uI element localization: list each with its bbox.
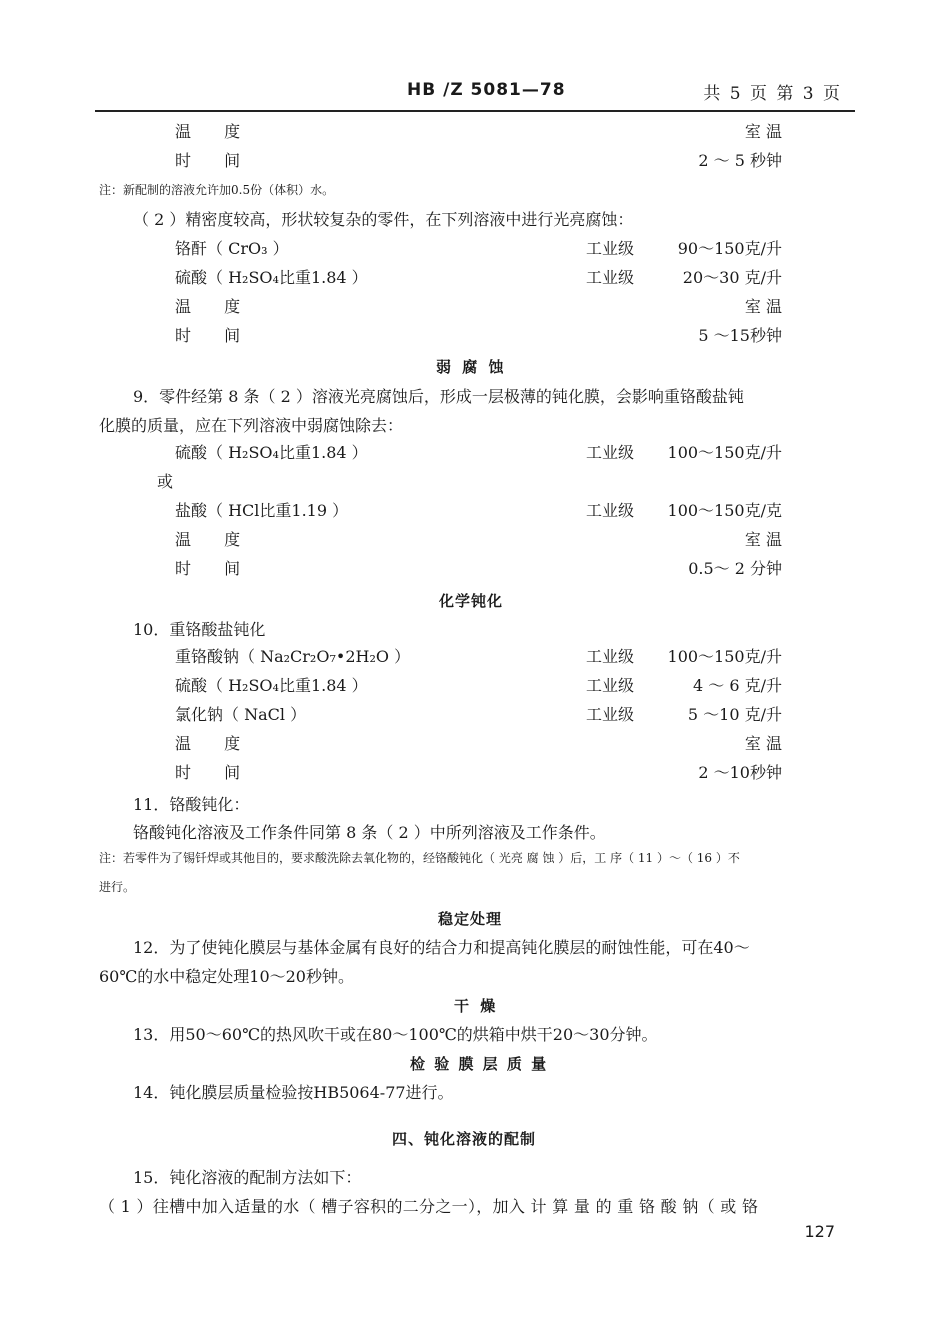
- section-title-drying: 干 燥: [454, 997, 499, 1015]
- paragraph-9-line2: 化膜的质量，应在下列溶液中弱腐蚀除去：: [99, 416, 404, 435]
- solution-grade: 工业级: [586, 501, 635, 520]
- section-title-weak-etch: 弱 腐 蚀: [436, 358, 507, 376]
- section-title-stabilization: 稳定处理: [438, 910, 503, 928]
- solution-name: 重铬酸钠（ Na₂Cr₂O₇•2H₂O ）: [175, 647, 411, 666]
- time-value: 5 ～15秒钟: [698, 326, 782, 345]
- solution-amount: 90～150克/升: [677, 239, 782, 258]
- solution-amount: 100～150克/升: [667, 647, 782, 666]
- paragraph-11: 11．铬酸钝化：: [133, 795, 250, 814]
- time-label: 时 间: [175, 559, 255, 578]
- temp-value: 室 温: [744, 530, 782, 549]
- solution-name: 硫酸（ H₂SO₄比重1.84 ）: [175, 676, 368, 695]
- solution-grade: 工业级: [586, 443, 635, 462]
- solution-grade: 工业级: [586, 268, 635, 287]
- paragraph-12-line1: 12．为了使钝化膜层与基体金属有良好的结合力和提高钝化膜层的耐蚀性能，可在40～: [133, 938, 750, 957]
- solution-name: 氯化钠（ NaCl ）: [175, 705, 307, 724]
- paragraph-15-1: （ 1 ）往槽中加入适量的水（ 槽子容积的二分之一），加入 计 算 量 的 重 铬 酸 钠（ 或 铬: [99, 1197, 759, 1216]
- solution-grade: 工业级: [586, 239, 635, 258]
- section-title-inspection: 检 验 膜 层 质 量: [410, 1055, 549, 1073]
- temp-label: 温 度: [175, 530, 255, 549]
- solution-name: 硫酸（ H₂SO₄比重1.84 ）: [175, 268, 368, 287]
- temp-label: 温 度: [175, 734, 255, 753]
- note-2-line1: 注：若零件为了锡钎焊或其他目的，要求酸洗除去氧化物的，经铬酸钝化（ 光亮 腐 蚀 ）后，工 序（ 11 ）～（ 16 ）不: [99, 851, 740, 865]
- time-label: 时 间: [175, 326, 255, 345]
- paragraph-8-2: （ 2 ）精密度较高，形状较复杂的零件，在下列溶液中进行光亮腐蚀：: [133, 210, 634, 229]
- section-title-solution-prep: 四、钝化溶液的配制: [392, 1130, 537, 1148]
- doc-id: HB /Z 5081—78: [407, 80, 566, 100]
- note-2-line2: 进行。: [99, 880, 136, 894]
- solution-amount: 100～150克/克: [667, 501, 782, 520]
- paragraph-13: 13．用50～60℃的热风吹干或在80～100℃的烘箱中烘干20～30分钟。: [133, 1025, 658, 1044]
- solution-amount: 100～150克/升: [667, 443, 782, 462]
- time-value: 2 ～ 5 秒钟: [698, 151, 782, 170]
- solution-name: 盐酸（ HCl比重1.19 ）: [175, 501, 349, 520]
- temp-value: 室 温: [744, 122, 782, 141]
- or-label: 或: [157, 472, 174, 491]
- temp-label: 温 度: [175, 122, 255, 141]
- paragraph-15: 15．钝化溶液的配制方法如下：: [133, 1168, 362, 1187]
- paragraph-9-line1: 9．零件经第 8 条（ 2 ）溶液光亮腐蚀后，形成一层极薄的钝化膜，会影响重铬酸盐钝: [133, 387, 744, 406]
- page-count: 共 5 页 第 3 页: [703, 84, 842, 104]
- note-1: 注：新配制的溶液允许加0.5份（体积）水。: [99, 183, 335, 197]
- time-label: 时 间: [175, 763, 255, 782]
- paragraph-12-line2: 60℃的水中稳定处理10～20秒钟。: [99, 967, 354, 986]
- paragraph-10: 10．重铬酸盐钝化: [133, 620, 266, 639]
- time-value: 0.5～ 2 分钟: [688, 559, 782, 578]
- page-number: 127: [804, 1222, 835, 1241]
- section-title-chem-passivation: 化学钝化: [439, 592, 504, 610]
- header-rule: [95, 110, 855, 112]
- solution-grade: 工业级: [586, 676, 635, 695]
- solution-grade: 工业级: [586, 647, 635, 666]
- solution-amount: 5 ～10 克/升: [687, 705, 782, 724]
- paragraph-14: 14．钝化膜层质量检验按HB5064-77进行。: [133, 1083, 454, 1102]
- temp-value: 室 温: [744, 734, 782, 753]
- solution-amount: 4 ～ 6 克/升: [692, 676, 782, 695]
- solution-name: 硫酸（ H₂SO₄比重1.84 ）: [175, 443, 368, 462]
- solution-amount: 20～30 克/升: [682, 268, 782, 287]
- solution-grade: 工业级: [586, 705, 635, 724]
- time-value: 2 ～10秒钟: [698, 763, 782, 782]
- temp-label: 温 度: [175, 297, 255, 316]
- time-label: 时 间: [175, 151, 255, 170]
- temp-value: 室 温: [744, 297, 782, 316]
- solution-name: 铬酐（ CrO₃ ）: [175, 239, 289, 258]
- paragraph-11-text: 铬酸钝化溶液及工作条件同第 8 条（ 2 ）中所列溶液及工作条件。: [133, 823, 606, 842]
